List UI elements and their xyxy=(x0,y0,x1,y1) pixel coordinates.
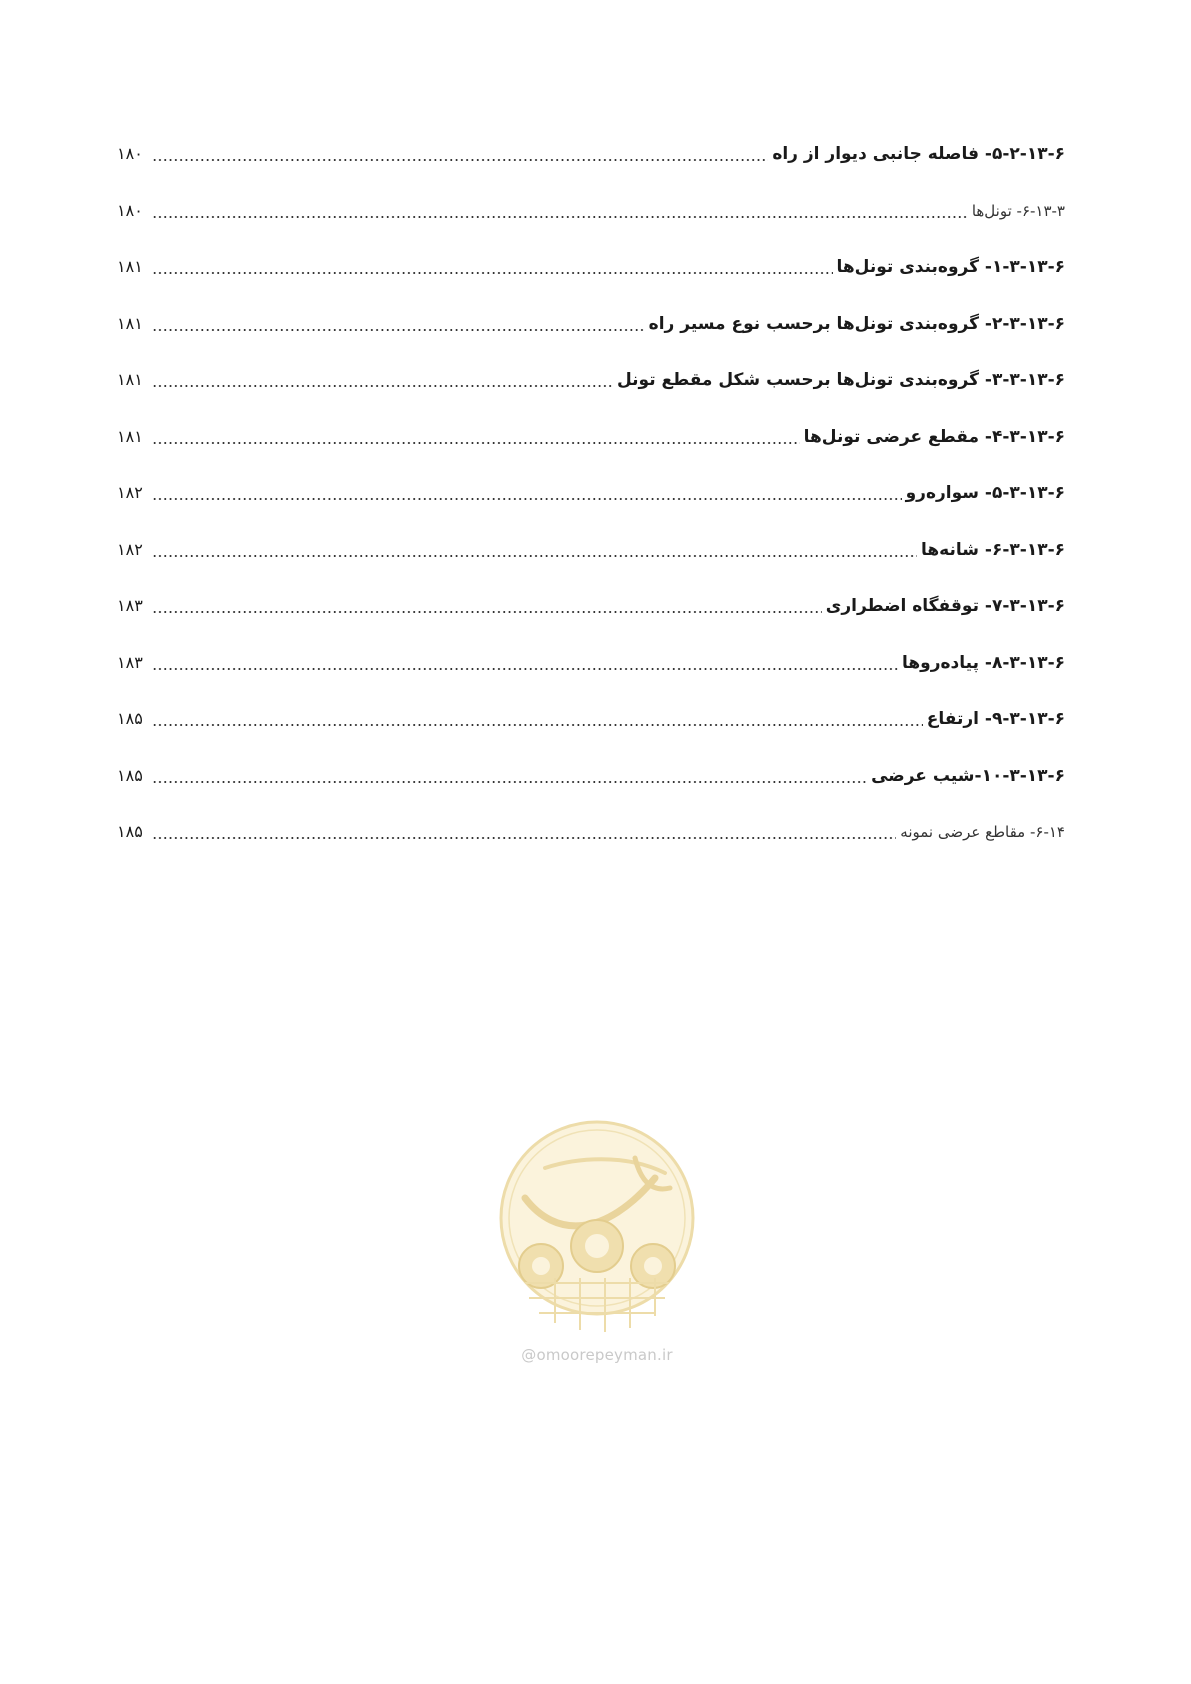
toc-entry[interactable] xyxy=(117,198,1065,255)
toc-entry-title[interactable]: ۲-۳-۱۳-۶- گروه‌بندی تونل‌ها برحسب نوع مسیر راه xyxy=(648,313,1065,334)
toc-dot-leader xyxy=(152,538,917,558)
toc-dot-leader xyxy=(152,312,645,332)
toc-entry-title[interactable]: ۸-۳-۱۳-۶- پیاده‌روها xyxy=(901,652,1065,673)
toc-entry-page-number: ۱۸۱ xyxy=(117,426,143,446)
toc-entry-title[interactable]: ۵-۳-۱۳-۶- سواره‌رو xyxy=(905,483,1065,503)
toc-dot-leader xyxy=(152,142,768,162)
toc-entry-page-number: ۱۸۳ xyxy=(117,596,143,615)
toc-entry-title[interactable]: ۶-۳-۱۳-۶- شانه‌ها xyxy=(921,539,1065,560)
toc-entry[interactable] xyxy=(117,424,1065,481)
toc-entry[interactable] xyxy=(117,706,1065,763)
toc-entry[interactable] xyxy=(117,141,1065,198)
toc-dot-leader xyxy=(152,651,898,671)
toc-entry-page-number: ۱۸۰ xyxy=(117,200,143,220)
toc-dot-leader xyxy=(152,764,867,784)
toc-dot-leader xyxy=(152,820,896,840)
table-of-contents xyxy=(117,141,1065,876)
watermark-url: @omoorepeyman.ir xyxy=(521,1346,673,1364)
toc-entry-title[interactable]: ۳-۳-۱۳-۶- گروه‌بندی تونل‌ها برحسب شکل مقطع تونل xyxy=(617,370,1065,390)
toc-entry-page-number: ۱۸۵ xyxy=(117,822,143,841)
toc-entry[interactable] xyxy=(117,819,1065,876)
toc-entry-title[interactable]: ۷-۳-۱۳-۶- توقفگاه اضطراری xyxy=(825,596,1065,616)
toc-dot-leader xyxy=(152,255,833,275)
toc-entry-page-number: ۱۸۲ xyxy=(117,539,143,559)
toc-entry-title[interactable]: ۱-۳-۱۳-۶- گروه‌بندی تونل‌ها xyxy=(836,257,1065,277)
toc-entry[interactable] xyxy=(117,763,1065,820)
watermark-logo xyxy=(485,1118,709,1368)
toc-entry[interactable] xyxy=(117,593,1065,650)
toc-entry-title[interactable]: ۹-۳-۱۳-۶- ارتفاع xyxy=(926,709,1065,729)
toc-entry-title[interactable]: ۵-۲-۱۳-۶- فاصله جانبی دیوار از راه xyxy=(772,144,1065,164)
toc-dot-leader xyxy=(152,707,923,727)
toc-dot-leader xyxy=(152,425,800,445)
toc-entry-page-number: ۱۸۵ xyxy=(117,709,143,728)
toc-entry-title[interactable]: ۶-۱۳-۳- تونل‌ها xyxy=(971,201,1065,220)
toc-entry-title[interactable]: ۱۰-۳-۱۳-۶-شیب عرضی xyxy=(871,765,1065,786)
toc-entry-page-number: ۱۸۱ xyxy=(117,313,143,333)
toc-entry[interactable] xyxy=(117,480,1065,537)
watermark-seal-icon xyxy=(485,1118,709,1342)
toc-entry-title[interactable]: ۶-۱۴- مقاطع عرضی نمونه xyxy=(900,823,1065,841)
toc-entry[interactable] xyxy=(117,254,1065,311)
toc-entry-page-number: ۱۸۱ xyxy=(117,370,143,389)
toc-entry[interactable] xyxy=(117,537,1065,594)
toc-entry-page-number: ۱۸۳ xyxy=(117,652,143,672)
toc-entry-title[interactable]: ۴-۳-۱۳-۶- مقطع عرضی تونل‌ها xyxy=(803,426,1065,447)
toc-dot-leader xyxy=(152,199,968,219)
toc-entry-page-number: ۱۸۱ xyxy=(117,257,143,276)
toc-dot-leader xyxy=(152,481,902,501)
toc-dot-leader xyxy=(152,594,822,614)
toc-entry-page-number: ۱۸۲ xyxy=(117,483,143,502)
toc-entry-page-number: ۱۸۰ xyxy=(117,144,143,163)
toc-entry-page-number: ۱۸۵ xyxy=(117,765,143,785)
toc-entry[interactable] xyxy=(117,367,1065,424)
toc-entry[interactable] xyxy=(117,650,1065,707)
toc-dot-leader xyxy=(152,368,613,388)
toc-entry[interactable] xyxy=(117,311,1065,368)
